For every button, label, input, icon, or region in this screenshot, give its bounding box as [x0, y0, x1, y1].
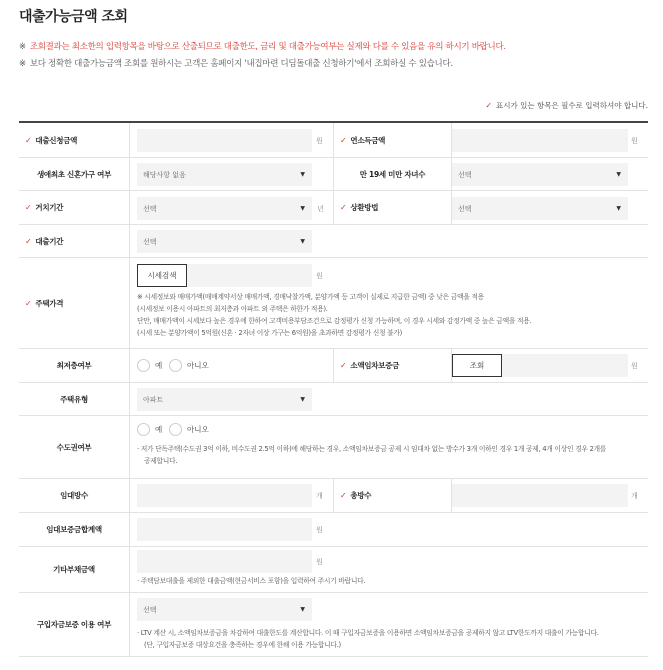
other-debt-input[interactable]: [137, 550, 312, 573]
notice-accuracy: [19, 57, 453, 69]
form-row: [19, 416, 648, 479]
check-icon: ✓: [340, 491, 347, 500]
won-unit: 원: [631, 137, 638, 145]
radio-circle-icon: [137, 359, 150, 372]
metro-yes-radio[interactable]: 예: [137, 423, 162, 436]
notice-text: 조회결과는 최소한의 입력항목을 바탕으로 산출되므로 대출한도, 금리 및 대출가능여부는 실제와 다를 수 있음을 유의 하시기 바랍니다.: [29, 42, 506, 52]
lease-deposit-input[interactable]: [137, 518, 312, 541]
count-unit: 개: [631, 492, 638, 500]
deferment-label: ✓ 거치기간: [19, 191, 130, 224]
check-icon: ✓: [485, 101, 493, 110]
won-unit: 원: [316, 272, 323, 280]
rented-rooms-label: 임대방수: [19, 479, 130, 512]
house-type-label: 주택유형: [19, 383, 130, 415]
notice-text: 보다 정확한 대출가능금액 조회를 원하시는 고객은 홈페이지 '내집마련 디딤돌대출 신청하기'에서 조회하실 수 있습니다.: [29, 59, 453, 69]
house-price-desc: (시세정보 이용시 아파트의 최저층과 아파트 외 주택은 하한가 적용).: [137, 305, 328, 313]
repayment-label: ✓ 상환방법: [333, 191, 452, 224]
purchase-guarantee-select[interactable]: 선택 ▼: [137, 598, 312, 621]
purchase-guarantee-label: 구입자금보증 이용 여부: [19, 593, 130, 656]
form-row: [19, 123, 648, 158]
small-deposit-input[interactable]: [502, 354, 628, 377]
radio-circle-icon: [137, 423, 150, 436]
children-select[interactable]: 선택 ▼: [452, 163, 628, 186]
house-price-desc: ※ 시세정보와 매매가액(매매계약서상 매매가액, 경매낙찰가액, 분양가액 등 고객이 실제로 지급한 금액) 중 낮은 금액을 적용: [137, 293, 484, 301]
form-row: [19, 479, 648, 513]
chevron-down-icon: ▼: [616, 171, 621, 178]
check-icon: ✓: [340, 203, 347, 212]
repayment-select[interactable]: 선택 ▼: [452, 197, 628, 220]
check-icon: ✓: [25, 236, 32, 246]
won-unit: 원: [316, 558, 323, 566]
notice-result: [19, 40, 506, 52]
check-icon: ✓: [25, 203, 32, 212]
children-label: 만 19세 미만 자녀수: [333, 158, 452, 190]
house-price-input[interactable]: [187, 264, 312, 287]
rented-rooms-input[interactable]: [137, 484, 312, 507]
form-row: [19, 349, 648, 383]
chevron-down-icon: ▼: [300, 205, 305, 212]
metro-no-radio[interactable]: 아니오: [169, 423, 209, 436]
house-price-desc: (시세 또는 분양가액이 5억원(신혼 · 2자녀 이상 가구는 6억원)을 초과하면 감정평가 신청 불가): [137, 329, 402, 337]
check-icon: ✓: [25, 298, 32, 308]
form-row: [19, 383, 648, 416]
newlywed-label: 생애최초 신혼가구 여부: [19, 158, 130, 190]
required-note: ✓ 표시가 있는 항목은 필수로 입력하셔야 합니다.: [485, 101, 648, 110]
notice-mark: ※: [19, 42, 26, 52]
guarantee-desc: (단, 구입자금보증 대상요건을 충족하는 경우에 한해 이용 가능합니다.): [144, 641, 341, 649]
won-unit: 원: [316, 137, 323, 145]
chevron-down-icon: ▼: [300, 396, 305, 403]
form-row: [19, 258, 648, 349]
annual-income-input[interactable]: [452, 129, 628, 152]
inquiry-button[interactable]: 조회: [452, 354, 502, 377]
house-price-desc: 단만, 매매가액이 시세보다 높은 경우에 한하여 고객비용부담조건으로 감정평가 신청 가능하며, 이 경우 시세와 감정가액 중 높은 금액을 적용.: [137, 317, 532, 325]
loan-period-label: ✓ 대출기간: [19, 225, 130, 257]
other-debt-desc: · 주택담보대출을 제외한 대출금액(현금서비스 포함)을 입력하여 주시기 바랍니다.: [137, 577, 366, 585]
year-unit: 년: [317, 205, 324, 213]
form-row: [19, 513, 648, 547]
form-row: [19, 593, 648, 657]
deferment-select[interactable]: 선택 ▼: [137, 197, 312, 220]
page-title: 대출가능금액 조회: [19, 9, 128, 25]
chevron-down-icon: ▼: [300, 171, 305, 178]
loan-form: [19, 121, 648, 670]
total-rooms-input[interactable]: [452, 484, 628, 507]
house-price-label: ✓ 주택가격: [19, 258, 130, 348]
metro-label: 수도권여부: [19, 416, 130, 478]
loan-amount-label: ✓ 대출신청금액: [19, 123, 130, 157]
lease-deposit-label: 임대보증금합계액: [19, 513, 130, 546]
notice-mark: ※: [19, 59, 26, 69]
lowest-floor-no-radio[interactable]: 아니오: [169, 359, 209, 372]
won-unit: 원: [316, 526, 323, 534]
metro-desc: 공제합니다.: [144, 457, 178, 465]
form-row: [19, 191, 648, 225]
small-deposit-label: ✓ 소액임차보증금: [333, 349, 452, 382]
loan-period-select[interactable]: 선택 ▼: [137, 230, 312, 253]
loan-amount-input[interactable]: [137, 129, 312, 152]
radio-circle-icon: [169, 423, 182, 436]
check-icon: ✓: [25, 135, 32, 145]
chevron-down-icon: ▼: [616, 205, 621, 212]
form-row: [19, 547, 648, 593]
check-icon: ✓: [340, 361, 347, 370]
chevron-down-icon: ▼: [300, 238, 305, 245]
market-search-button[interactable]: 시세검색: [137, 264, 187, 287]
other-debt-label: 기타부채금액: [19, 547, 130, 592]
count-unit: 개: [316, 492, 323, 500]
house-type-select[interactable]: 아파트 ▼: [137, 388, 312, 411]
form-row: [19, 225, 648, 258]
chevron-down-icon: ▼: [300, 606, 305, 613]
lowest-floor-yes-radio[interactable]: 예: [137, 359, 162, 372]
lowest-floor-label: 최저층여부: [19, 349, 130, 382]
check-icon: ✓: [340, 135, 347, 145]
won-unit: 원: [631, 362, 638, 370]
guarantee-desc: · LTV 계산 시, 소액임차보증금을 차감하여 대출한도를 계산합니다. 이 때 구입자금보증을 이용하면 소액임차보증금을 공제하지 않고 LTV한도까지 대출이 가능합니다.: [137, 629, 599, 637]
radio-circle-icon: [169, 359, 182, 372]
form-row: [19, 158, 648, 191]
annual-income-label: ✓ 연소득금액: [333, 123, 452, 157]
total-rooms-label: ✓ 총방수: [333, 479, 452, 512]
metro-desc: · 저가 단독주택(수도권 3억 이하, 비수도권 2.5억 이하)에 해당하는 경우, 소액임차보증금 공제 시 임대차 없는 방수가 3개 이하인 경우 1개 공제, 4개 이상인 경우 2개를: [137, 445, 607, 453]
newlywed-select[interactable]: 해당사항 없음 ▼: [137, 163, 312, 186]
